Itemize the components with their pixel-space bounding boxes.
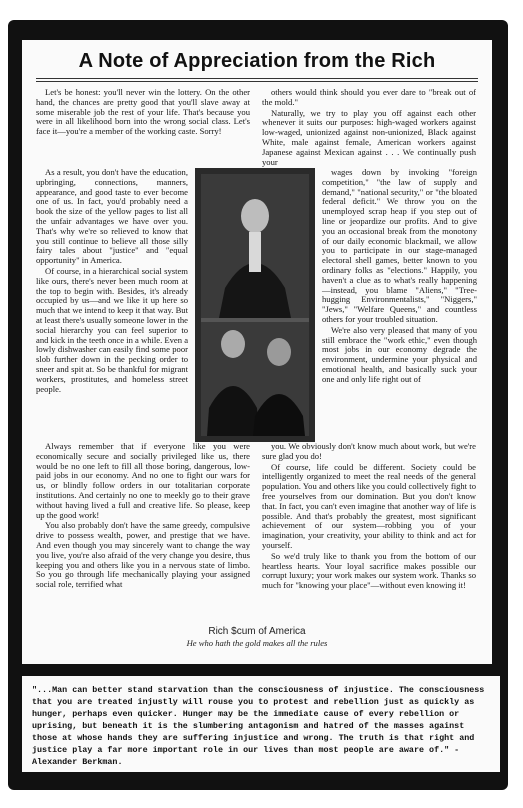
berkman-quote: "...Man can better stand starvation than the consciousness of injustice. The consciousness that you are treated injustly will rouse you to protest and rebellion just as quickly as hunger, perhaps even quicker. Hunger may be the immediate cause of every rebellion or uprising, but beneath it is the slumbering antagonism and hatred of the masses against those at whose hands they are suffering injustice and wrong. The truth is that right and justice play a far more important role in our lives than most people are aware of." - Alexander Berkman. [32,685,485,767]
column-left-intro [36,88,250,138]
paragraph: others would think should you ever dare to "break out of the mold." [262,87,476,107]
paragraph: Always remember that if everyone like you were economically secure and socially privileged like us, there would be no one left to fill all those boring, dangerous, low-paid jobs in our economy. And no one to fight our wars for us, or blindly follow orders in our totalitarian corporate institutions. And certainly no one to meekly go to their grave without having lived a full and creative life. So please, keep up the good work! [36,441,250,520]
paragraph: Of course, in a hierarchical social system like ours, there's never been much room at the top to begin with. Besides, it's already occupied by us—and we like it up here so much that we intend to keep it that way. But at least there's usually someone lower in the social hierarchy you can feel superior to and kick in the teeth once in a while. Even a lowly dishwasher can easily find some poor slob further down in the pecking order to sneer and spit at. So be thankful for migrant workers, prostitutes, and homeless street people. [36,265,189,394]
column-right-intro [262,88,476,168]
paragraph: We're also very pleased that many of you still embrace the "work ethic," even though most jobs in our economy degrade the environment, undermine your physical and emotional health, and basically suck your one and only life right out of [322,324,477,384]
title-rule-top [36,78,478,79]
paragraph: So we'd truly like to thank you from the bottom of our heartless hearts. Your loyal sacrifice makes possible our corrupt luxury; your work makes our system work. Thanks so much for "knowing your place"—without even knowing it! [262,550,476,591]
paragraph: Of course, life could be different. Society could be intelligently organized to meet the real needs of the general population. You and others like you could collectively fight to free yourselves from our domination. But you don't know that. In fact, you can't even imagine that another way of life is possible. And that's probably the greatest, most significant achievement of our system—robbing you of your imagination, your creativity, your ability to think and act for yourself. [262,461,476,550]
signature: Rich $cum of America [208,626,306,637]
paragraph: you. We obviously don't know much about work, but we're sure glad you do! [262,441,476,461]
article-title: A Note of Appreciation from the Rich [78,50,436,72]
photo-men-in-suits [195,168,315,442]
paragraph: You also probably don't have the same greedy, compulsive drive to possess wealth, power, and prestige that we have. And even though you may sincerely want to change the way you live, you're also afraid of the very change you desire, thus keeping you and others like you in a nervous state of limbo. So you go through life mechanically playing your assigned social role, terrified what [36,520,250,590]
paragraph: Let's be honest: you'll never win the lottery. On the other hand, the chances are pretty good that you'll slave away at some miserable job the rest of your life. That's because you were in all likelihood born into the wrong social class. Let's face it—you're a member of the working caste. Sorry! [36,87,250,137]
quote-panel [22,676,500,772]
column-right-wrapped [322,168,477,386]
column-left-wrapped [36,168,188,395]
paragraph: Naturally, we try to play you off against each other whenever it suits our purposes: high-waged workers against low-waged, unionized against non-unionized, Black against White, male against female, American workers against Japanese against Mexican against . . . We continually push your [262,107,476,167]
motto: He who hath the gold makes all the rules [186,638,328,648]
paragraph: As a result, you don't have the education, upbringing, connections, manners, appearance, and good taste to ever become one of us. In fact, you'd probably need a book the size of the yellow pages to list all the unfair advantages we have over you. That's why we're so relieved to know that you still continue to believe all those silly fairy tales about "justice" and "equal opportunity" in America. [36,167,188,266]
title-rule-bottom [36,81,478,82]
paragraph: wages down by invoking "foreign competition," "the law of supply and demand," "national security," or "the bloated federal deficit." We throw you on the unemployed scrap heap if you step out of line or jeopardize our profits. And to give you an occasional break from the monotony of our daily economic blackmail, we allow you to participate in our stage-managed electoral shell games, better known to you ordinary folks as "elections." Happily, you haven't a clue as to what's really happening—instead, you blame "Aliens," "Tree-hugging Environmentalists," "Niggers," "Jews," "Welfare Queens," and countless others for your troubled situation. [322,167,477,324]
article-panel [22,40,492,664]
column-left-continued [36,442,250,591]
column-right-continued [262,442,476,592]
